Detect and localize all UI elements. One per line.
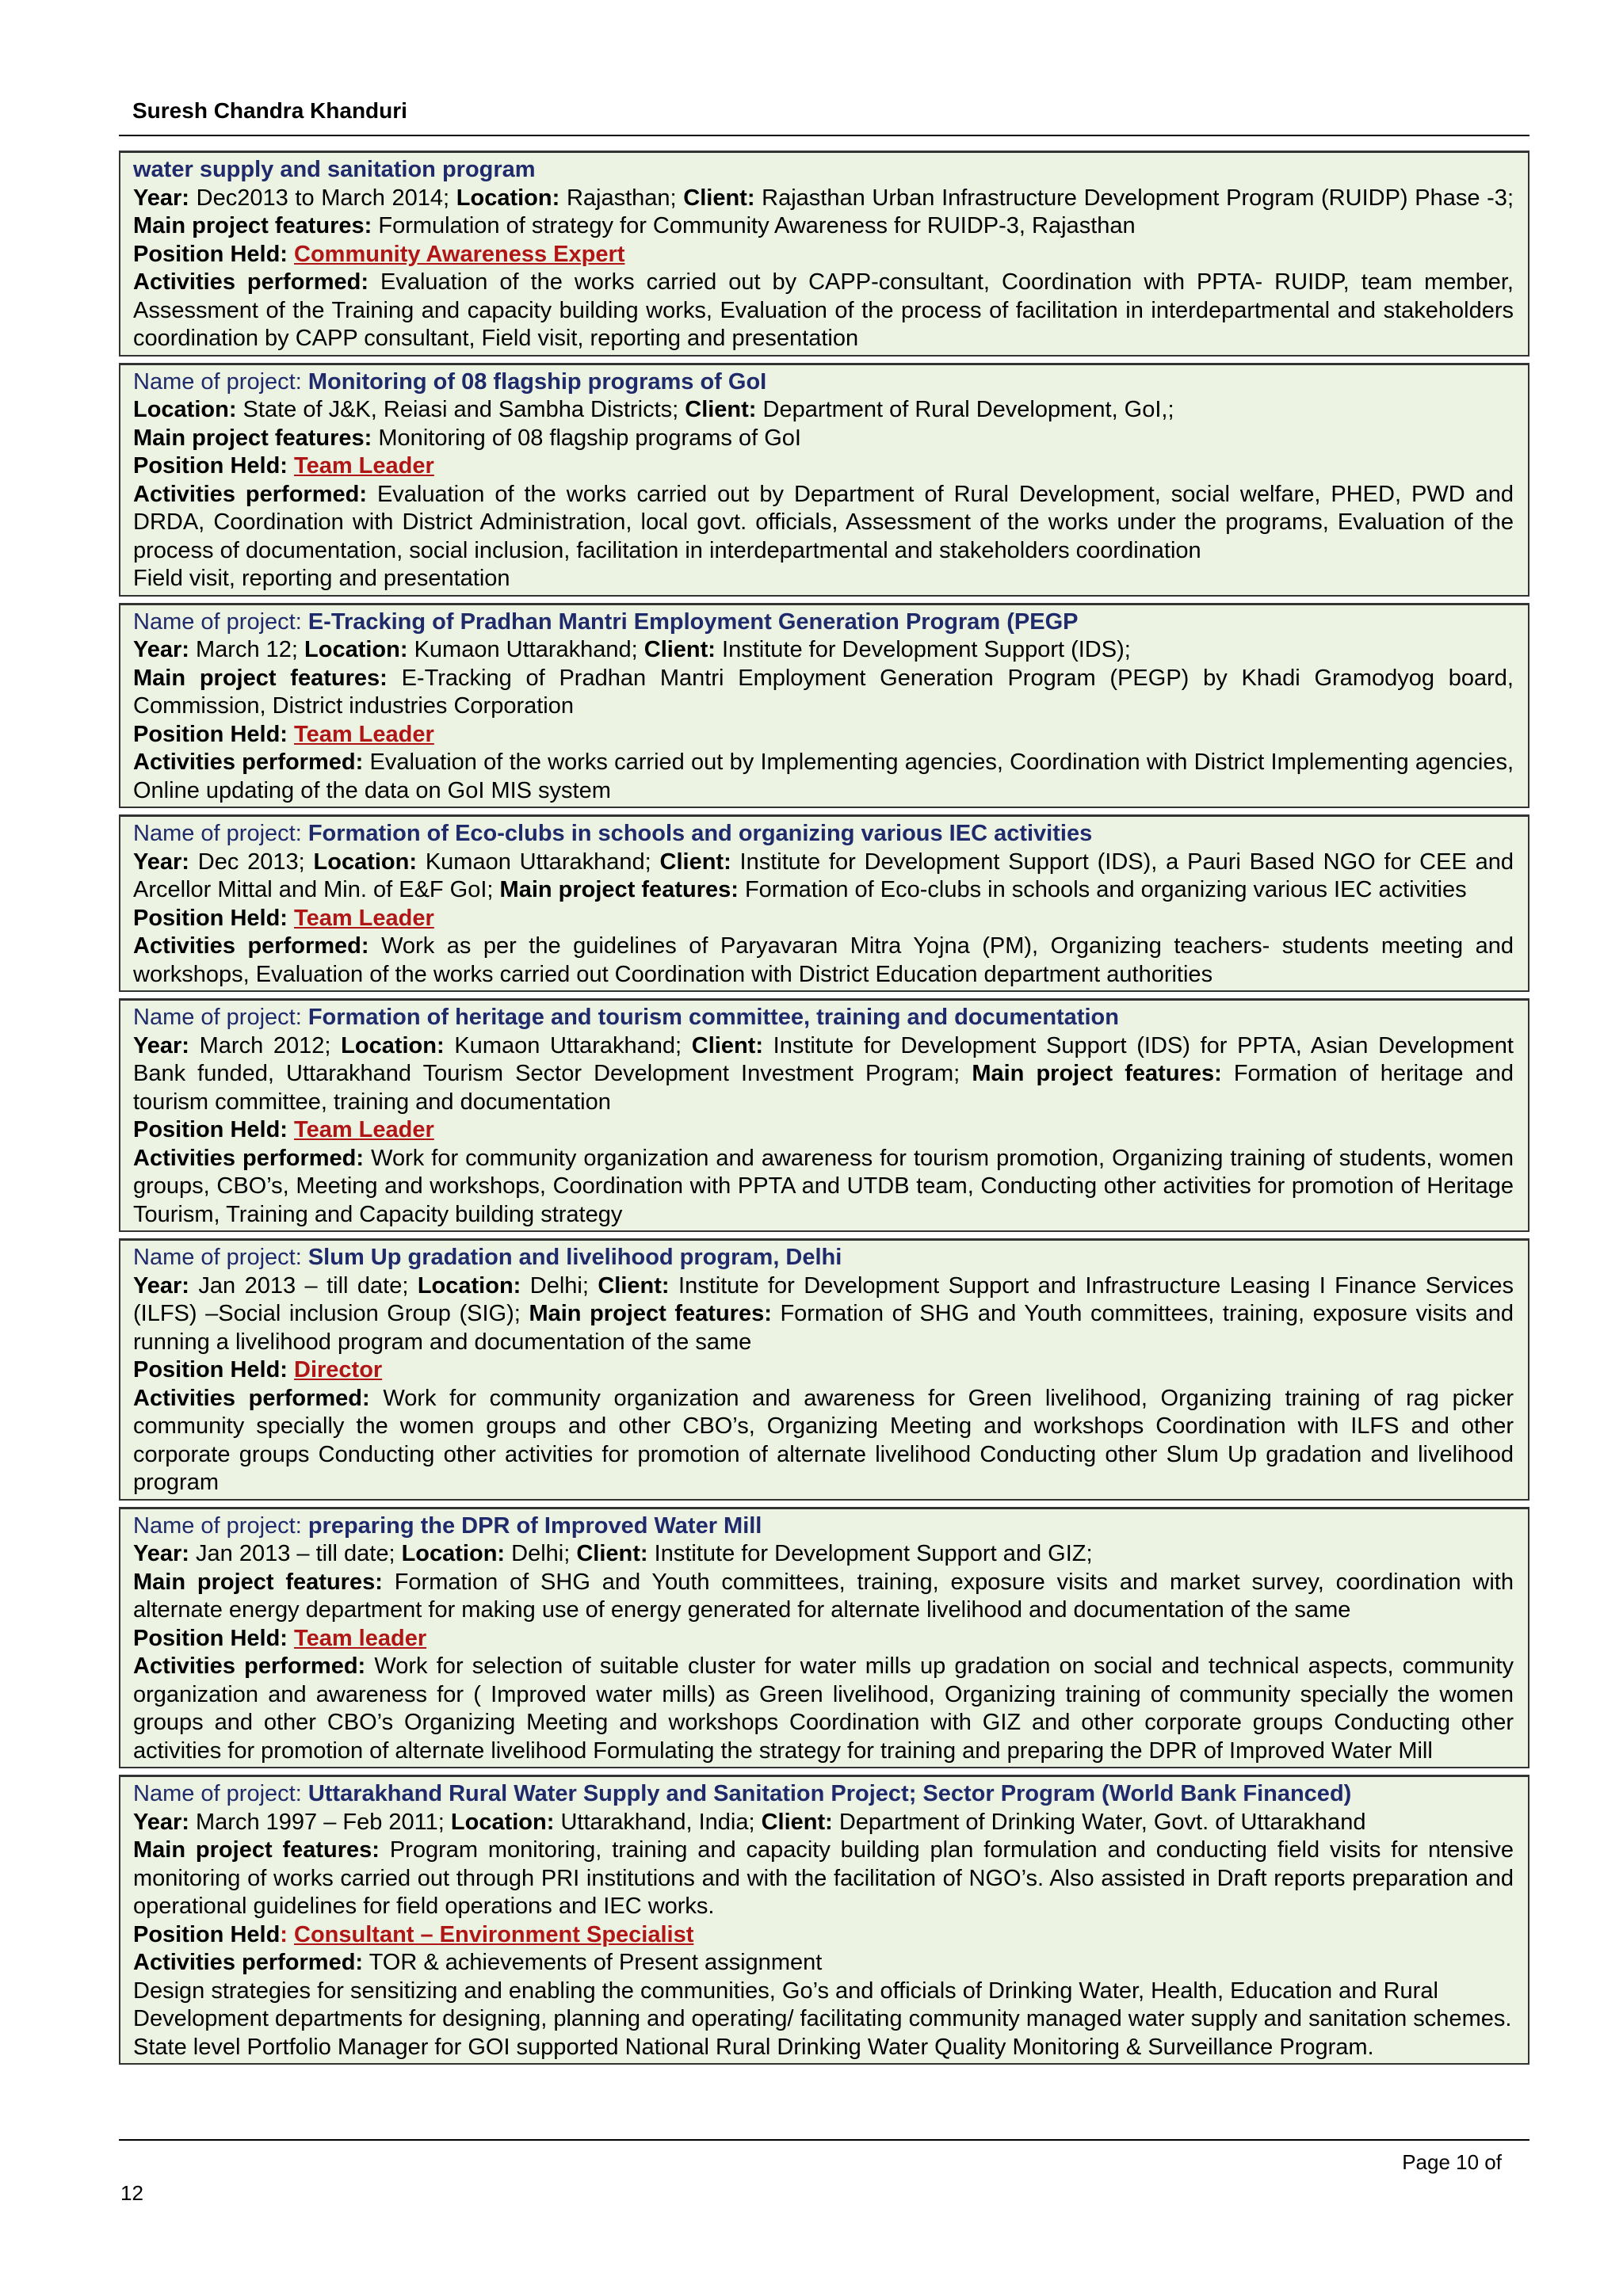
activities-label: Activities performed: [133, 1385, 370, 1411]
features-value: Formulation of strategy for Community Awareness for RUIDP-3, Rajasthan [372, 213, 1136, 238]
activities-label: Activities performed: [133, 481, 367, 507]
project-title: Monitoring of 08 flagship programs of GoI [307, 368, 767, 395]
activities-value: Work for community organization and awareness for Green livelihood, Organizing training of rag picker community specially the women groups and other CBO’s, Organizing Meeting and workshops Coordination with ILFS and other corporate groups Conducting other activities for promotion of alternate livelihood Conducting other Slum Up gradation and livelihood program [133, 1385, 1514, 1495]
project-section [119, 151, 1529, 357]
client-value: Institute for Development Support (IDS) for PPTA, Asian Development Bank funded, Uttarakhand Tourism Sector Development Investment Program; [133, 1032, 1514, 1086]
position-label: Position Held: [133, 905, 288, 931]
features-value: Monitoring of 08 flagship programs of GoI [372, 425, 801, 451]
activities-value: Evaluation of the works carried out by Implementing agencies, Coordination with District Implementing agencies, Online updating of the data on GoI MIS system [133, 749, 1514, 803]
client-label: Client: [659, 849, 731, 875]
client-label: Client: [683, 185, 755, 211]
activities-value: Work for selection of suitable cluster for water mills up gradation on social and technical aspects, community organization and awareness for ( Improved water mills) as Green livelihood, Organizing training of community specially the women groups and other CBO’s Organizing Meeting and workshops Coordination with GIZ and other corporate groups Conducting other activities for promotion of alternate livelihood Formulating the strategy for training and preparing the DPR of Improved Water Mill [133, 1653, 1514, 1764]
project-section [119, 363, 1529, 597]
year-label: Year: [133, 1032, 189, 1058]
features-value: Formation of Eco-clubs in schools and organizing various IEC activities [738, 877, 1467, 902]
year-label: Year: [133, 1541, 189, 1566]
features-value: E-Tracking of Pradhan Mantri Employment Generation Program (PEGP) by Khadi Gramodyog board, Commission, District industries Corporation [133, 665, 1514, 719]
features-label: Main project features: [133, 425, 372, 451]
client-label: Client: [576, 1541, 648, 1566]
location-label: Location: [450, 1809, 555, 1835]
year-value: Jan 2013 – till date; [189, 1541, 402, 1566]
position-label: Position Held: [133, 1117, 288, 1142]
project-title: Formation of Eco-clubs in schools and organizing various IEC activities [307, 821, 1093, 846]
features-label: Main project features: [529, 1301, 772, 1326]
position-value: Director [294, 1357, 383, 1383]
features-label: Main project features: [133, 1837, 380, 1863]
client-label: Client: [643, 637, 716, 662]
project-section [119, 998, 1529, 1232]
activities-label: Activities performed: [133, 933, 369, 959]
activities-extra: Design strategies for sensitizing and enabling the communities, Go’s and officials of Drinking Water, Health, Education and Rural Development departments for designing, planning and operating/ facilitating community managed water supply and sanitation schemes. [133, 1978, 1512, 2031]
client-value: Rajasthan Urban Infrastructure Development Program (RUIDP) Phase -3; [754, 185, 1514, 211]
activities-extra: State level Portfolio Manager for GOI supported National Rural Drinking Water Quality Monitoring & Surveillance Program. [133, 2034, 1374, 2060]
year-label: Year: [133, 849, 189, 875]
project-name-label: Name of project: [133, 821, 308, 846]
project-title: Slum Up gradation and livelihood program, Delhi [307, 1245, 842, 1270]
activities-value: Work as per the guidelines of Paryavaran Mitra Yojna (PM), Organizing teachers- students meeting and workshops, Evaluation of the works carried out Coordination with District Education department authorities [133, 933, 1514, 987]
position-label: Position Held [133, 1921, 281, 1947]
project-title: Uttarakhand Rural Water Supply and Sanitation Project; Sector Program (World Bank Financed) [307, 1781, 1352, 1806]
features-label: Main project features: [133, 665, 388, 691]
year-value: March 1997 – Feb 2011; [189, 1809, 451, 1835]
project-name-label: Name of project: [133, 1245, 308, 1270]
project-name-label: Name of project: [133, 368, 308, 395]
client-label: Client: [685, 397, 757, 422]
position-value: Consultant – Environment Specialist [294, 1921, 694, 1947]
activities-label: Activities performed: [133, 1145, 365, 1171]
year-label: Year: [133, 1272, 189, 1299]
project-name-label: Name of project: [133, 1781, 308, 1806]
activities-value: Evaluation of the works carried out by Department of Rural Development, social welfare, PHED, PWD and DRDA, Coordination with District Administration, local govt. officials, Assessment of the works under the programs, Evaluation of the process of documentation, social inclusion, facilitation in interdepartmental and stakeholders coordination [133, 481, 1514, 563]
year-label: Year: [133, 1809, 189, 1835]
project-name-label: Name of project: [133, 1005, 308, 1030]
project-title: E-Tracking of Pradhan Mantri Employment Generation Program (PEGP [307, 608, 1079, 635]
project-title: Formation of heritage and tourism committee, training and documentation [307, 1005, 1119, 1030]
position-value: Team Leader [294, 905, 434, 931]
project-section [119, 603, 1529, 809]
activities-label: Activities performed: [133, 1653, 366, 1679]
year-value: Dec 2013; [189, 849, 314, 875]
project-section [119, 1775, 1529, 2065]
position-value: Team leader [294, 1625, 427, 1651]
location-value: Kumaon Uttarakhand; [407, 637, 644, 662]
location-label: Location: [401, 1541, 506, 1566]
project-list [119, 151, 1529, 2071]
client-value: Department of Drinking Water, Govt. of Uttarakhand [832, 1809, 1366, 1835]
position-label: Position Held: [133, 1357, 288, 1383]
position-label: Position Held: [133, 1625, 288, 1651]
location-value: State of J&K, Reiasi and Sambha Districts; [236, 397, 685, 422]
client-value: Institute for Development Support and GIZ; [647, 1541, 1093, 1566]
project-name-label: Name of project: [133, 608, 308, 635]
location-value: Rajasthan; [559, 185, 684, 211]
client-label: Client: [761, 1809, 833, 1835]
features-label: Main project features: [133, 213, 372, 238]
position-value: Community Awareness Expert [294, 241, 625, 267]
year-value: March 12; [189, 637, 305, 662]
features-label: Main project features: [972, 1061, 1222, 1086]
position-colon: : [280, 1921, 295, 1947]
header-divider [119, 135, 1529, 136]
activities-label: Activities performed: [133, 269, 369, 295]
location-value: Delhi; [505, 1541, 577, 1566]
project-name-label: Name of project: [133, 1512, 308, 1539]
position-label: Position Held: [133, 453, 288, 479]
position-label: Position Held: [133, 241, 288, 267]
features-label: Main project features: [133, 1569, 383, 1595]
project-section [119, 814, 1529, 992]
page-number-label: Page 10 of [1402, 2150, 1502, 2174]
year-label: Year: [133, 185, 189, 211]
project-section [119, 1507, 1529, 1769]
year-label: Year: [133, 637, 189, 662]
location-label: Location: [417, 1272, 521, 1299]
header-name: Suresh Chandra Khanduri [132, 98, 407, 123]
project-title: preparing the DPR of Improved Water Mill [307, 1512, 762, 1539]
activities-value: Evaluation of the works carried out by CAPP-consultant, Coordination with PPTA- RUIDP, team member, Assessment of the Training and capacity building works, Evaluation of the process of facilitation in interdepartmental and stakeholders coordination by CAPP consultant, Field visit, reporting and presentation [133, 269, 1514, 351]
activities-label: Activities performed: [133, 1950, 364, 1975]
client-value: Department of Rural Development, GoI,; [756, 397, 1174, 422]
location-label: Location: [341, 1032, 445, 1058]
position-value: Team Leader [294, 453, 434, 479]
location-label: Location: [456, 185, 560, 211]
features-label: Main project features: [499, 877, 739, 902]
location-value: Kumaon Uttarakhand; [444, 1032, 692, 1058]
features-value: Program monitoring, training and capacity building plan formulation and conducting field visits for ntensive monitoring of works carried out through PRI institutions and with the facilitation of NGO’s. Also assisted in Draft reports preparation and operational guidelines for field operations and IEC works. [133, 1837, 1514, 1919]
project-title: water supply and sanitation program [133, 157, 536, 182]
page-total: 12 [120, 2181, 143, 2205]
location-label: Location: [133, 397, 237, 422]
activities-value: Work for community organization and awareness for tourism promotion, Organizing training of students, women groups, CBO’s, Meeting and workshops, Coordination with PPTA and UTDB team, Conducting other activities for promotion of Heritage Tourism, Training and Capacity building strategy [133, 1145, 1514, 1227]
features-value: Formation of SHG and Youth committees, training, exposure visits and market survey, coordination with alternate energy department for making use of energy generated for alternate livelihood and documentation of the same [133, 1569, 1514, 1623]
client-value: Institute for Development Support (IDS), a Pauri Based NGO for CEE and Arcellor Mittal and Min. of E&F GoI; [133, 849, 1514, 902]
activities-label: Activities performed: [133, 749, 364, 775]
year-value: Jan 2013 – till date; [189, 1272, 418, 1299]
location-value: Delhi; [521, 1272, 598, 1299]
location-label: Location: [304, 637, 408, 662]
year-value: March 2012; [189, 1032, 342, 1058]
client-label: Client: [691, 1032, 763, 1058]
position-value: Team Leader [294, 721, 434, 747]
client-label: Client: [598, 1272, 670, 1299]
location-value: Uttarakhand, India; [554, 1809, 762, 1835]
activities-value: TOR & achievements of Present assignment [363, 1950, 823, 1975]
position-value: Team Leader [294, 1117, 434, 1142]
project-section [119, 1238, 1529, 1501]
location-value: Kumaon Uttarakhand; [417, 849, 660, 875]
client-value: Institute for Development Support and Infrastructure Leasing I Finance Services (ILFS) –Social inclusion Group (SIG); [133, 1272, 1514, 1326]
footer-divider [119, 2139, 1529, 2141]
features-value: Formation of SHG and Youth committees, training, exposure visits and running a livelihood program and documentation of the same [133, 1301, 1514, 1355]
position-label: Position Held: [133, 721, 288, 747]
client-value: Institute for Development Support (IDS); [715, 637, 1131, 662]
year-value: Dec2013 to March 2014; [189, 185, 456, 211]
activities-extra: Field visit, reporting and presentation [133, 566, 510, 591]
location-label: Location: [313, 849, 418, 875]
features-value: Formation of heritage and tourism committee, training and documentation [133, 1061, 1514, 1115]
